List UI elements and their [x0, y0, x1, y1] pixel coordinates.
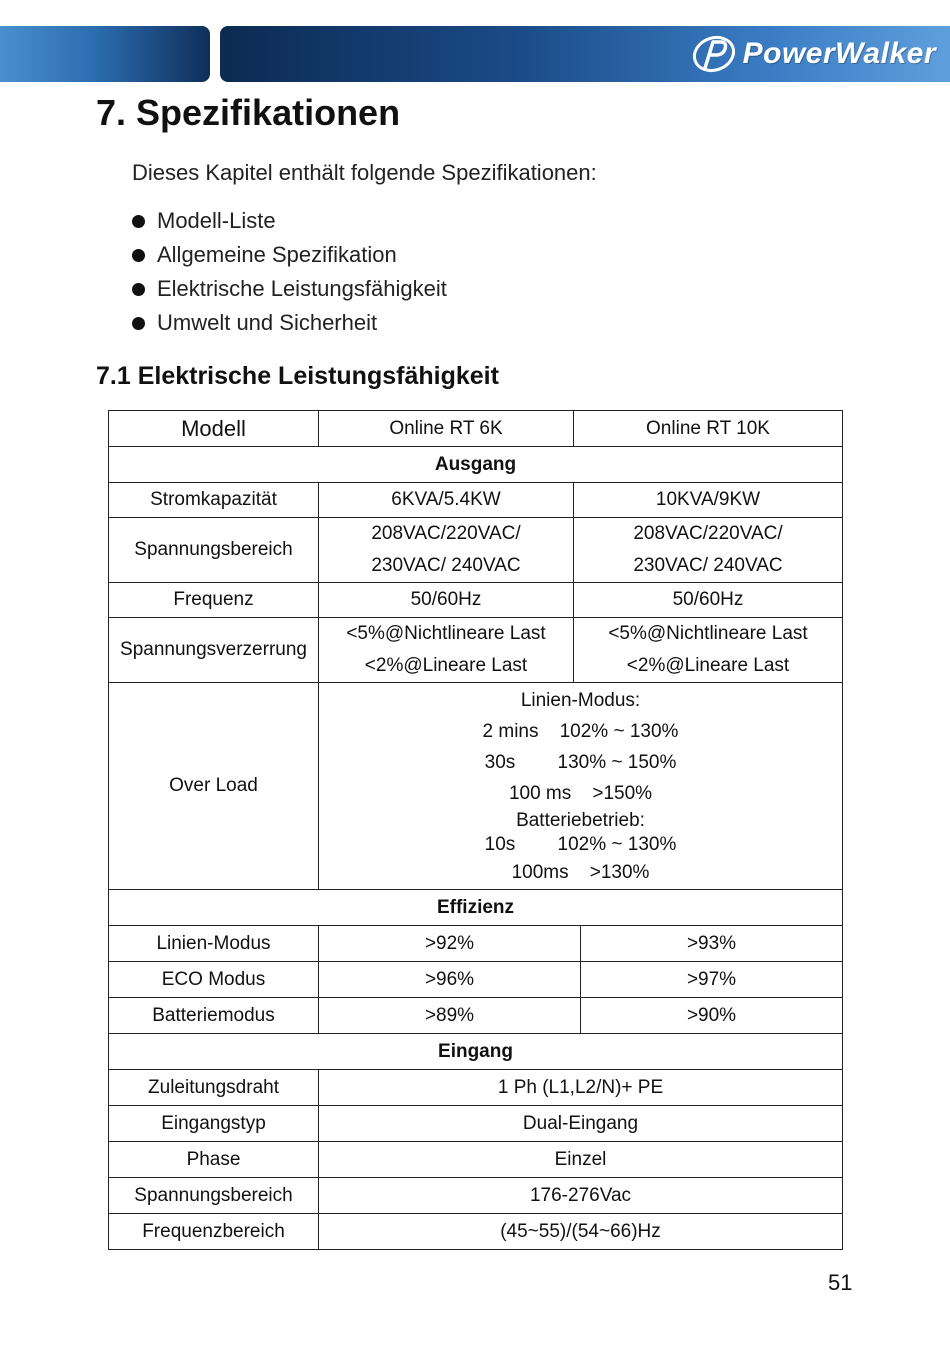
- cell-col1: 6KVA/5.4KW: [319, 483, 574, 518]
- overload-detail: [319, 683, 843, 890]
- row-label: Spannungsbereich: [109, 1178, 319, 1214]
- section-ausgang: Ausgang: [109, 447, 843, 483]
- overload-line: Batteriebetrieb:: [516, 809, 645, 831]
- page-number: 51: [828, 1270, 853, 1295]
- cell-col1: >92%: [319, 926, 581, 962]
- row-label: Over Load: [109, 683, 319, 890]
- table-row: [109, 1142, 843, 1178]
- table-row: [109, 998, 843, 1034]
- row-label: Batteriemodus: [109, 998, 319, 1034]
- bullet-icon: [132, 317, 145, 330]
- intro-text: Dieses Kapitel enthält folgende Spezifikationen:: [132, 160, 597, 185]
- cell-value: 1 Ph (L1,L2/N)+ PE: [319, 1070, 843, 1106]
- table-row: [109, 583, 843, 618]
- bullet-icon: [132, 283, 145, 296]
- cell-col2: 50/60Hz: [574, 583, 843, 618]
- overload-line: Linien-Modus:: [520, 689, 641, 711]
- bullet-icon: [132, 215, 145, 228]
- list-item: Allgemeine Spezifikation: [132, 238, 447, 272]
- table-row: [109, 518, 843, 583]
- overload-line: 10s 102% ~ 130%: [484, 833, 677, 855]
- powerwalker-logo-icon: [691, 34, 737, 74]
- cell-value: (45~55)/(54~66)Hz: [319, 1214, 843, 1250]
- row-label: Spannungsverzerrung: [109, 618, 319, 683]
- cell-col2: >93%: [581, 926, 843, 962]
- table-header-row: [109, 411, 843, 447]
- header-model: Modell: [109, 411, 319, 447]
- header-banner-left: [0, 26, 210, 82]
- row-label: Spannungsbereich: [109, 518, 319, 583]
- list-item: Umwelt und Sicherheit: [132, 306, 447, 340]
- logo-text: PowerWalker: [742, 37, 936, 70]
- header-col2: Online RT 10K: [574, 411, 843, 447]
- table-row: [109, 483, 843, 518]
- list-item: Modell-Liste: [132, 204, 447, 238]
- section-row: [109, 1034, 843, 1070]
- spec-table: [108, 410, 843, 1250]
- section-row: [109, 447, 843, 483]
- table-row: [109, 683, 843, 890]
- row-label: Eingangstyp: [109, 1106, 319, 1142]
- cell-col1: >89%: [319, 998, 581, 1034]
- cell-col2: >90%: [581, 998, 843, 1034]
- row-label: Linien-Modus: [109, 926, 319, 962]
- table-row: [109, 618, 843, 683]
- spec-list: [132, 204, 447, 340]
- table-row: [109, 962, 843, 998]
- bullet-icon: [132, 249, 145, 262]
- powerwalker-logo: [691, 34, 936, 74]
- cell-value: 176-276Vac: [319, 1178, 843, 1214]
- cell-col1: 208VAC/220VAC/ 230VAC/ 240VAC: [319, 518, 574, 583]
- overload-line: 30s 130% ~ 150%: [484, 751, 677, 773]
- header-col1: Online RT 6K: [319, 411, 574, 447]
- table-row: [109, 1106, 843, 1142]
- cell-col1: >96%: [319, 962, 581, 998]
- table-row: [109, 1214, 843, 1250]
- row-label: Phase: [109, 1142, 319, 1178]
- row-label: Zuleitungsdraht: [109, 1070, 319, 1106]
- table-row: [109, 1178, 843, 1214]
- section-title: 7.1 Elektrische Leistungsfähigkeit: [96, 362, 499, 390]
- header-banner: [0, 26, 950, 82]
- section-eingang: Eingang: [109, 1034, 843, 1070]
- cell-col1: 50/60Hz: [319, 583, 574, 618]
- cell-col2: <5%@Nichtlineare Last <2%@Lineare Last: [574, 618, 843, 683]
- row-label: Frequenzbereich: [109, 1214, 319, 1250]
- overload-line: 100ms >130%: [511, 861, 650, 883]
- row-label: Stromkapazität: [109, 483, 319, 518]
- overload-line: 2 mins 102% ~ 130%: [482, 720, 679, 742]
- cell-value: Dual-Eingang: [319, 1106, 843, 1142]
- cell-value: Einzel: [319, 1142, 843, 1178]
- section-effizienz: Effizienz: [109, 890, 843, 926]
- table-row: [109, 1070, 843, 1106]
- cell-col2: 208VAC/220VAC/ 230VAC/ 240VAC: [574, 518, 843, 583]
- row-label: Frequenz: [109, 583, 319, 618]
- cell-col2: >97%: [581, 962, 843, 998]
- overload-line: 100 ms >150%: [508, 782, 653, 804]
- row-label: ECO Modus: [109, 962, 319, 998]
- page-title: 7. Spezifikationen: [96, 92, 401, 133]
- table-row: [109, 926, 843, 962]
- cell-col1: <5%@Nichtlineare Last <2%@Lineare Last: [319, 618, 574, 683]
- header-banner-right: [220, 26, 950, 82]
- cell-col2: 10KVA/9KW: [574, 483, 843, 518]
- section-row: [109, 890, 843, 926]
- list-item: Elektrische Leistungsfähigkeit: [132, 272, 447, 306]
